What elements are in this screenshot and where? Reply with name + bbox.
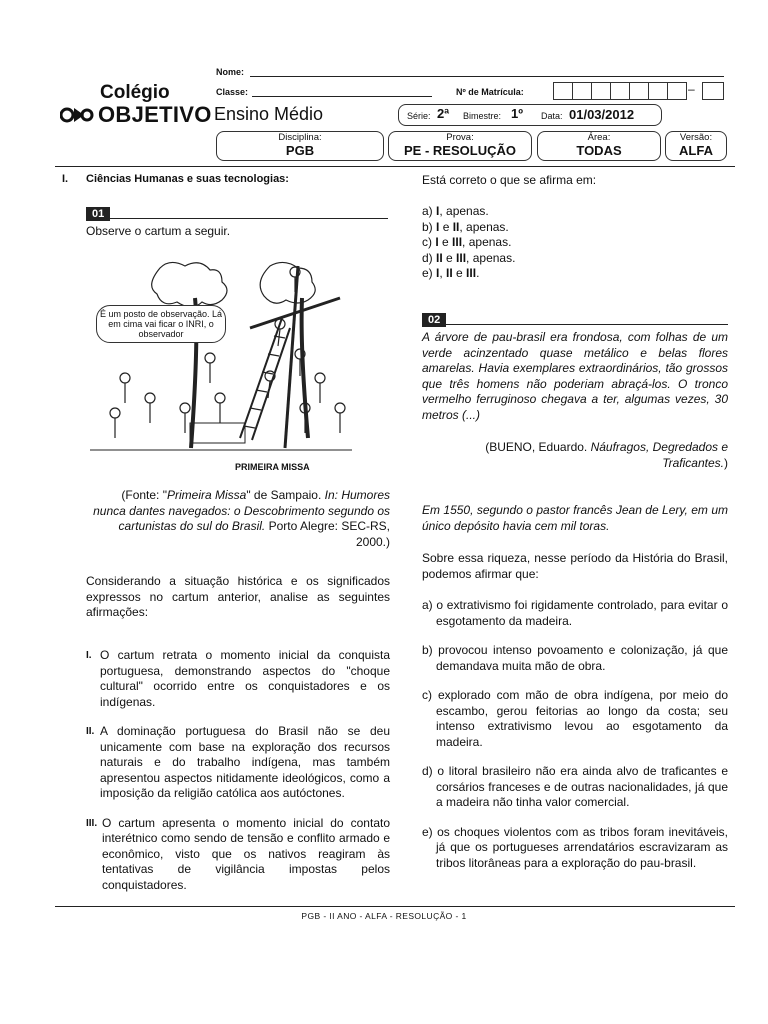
matricula-label: Nº de Matrícula: (456, 87, 524, 97)
q1-prompt: Considerando a situação histórica e os significados expressos no cartum anterior, analise as seguintes afirmações: (86, 574, 390, 619)
versao-box (665, 131, 727, 161)
option-b-rest: , apenas. (459, 219, 509, 234)
primeira-missa-cartoon-image (90, 258, 352, 458)
option-c-bold: I (435, 235, 439, 249)
statement-2-num: II. (86, 726, 95, 737)
versao-label: Versão: (679, 132, 713, 143)
statement-3-text: O cartum apresenta o momento inicial do contato interétnico como sendo de tensão e conflito armado e econômico, visto que os nativos reagiram às tentativas de vigilância impostas pelos conquistadores. (102, 815, 390, 892)
q1-source-1: (Fonte: " (121, 488, 167, 502)
statement-2-text: A dominação portuguesa do Brasil não se deu unicamente com base na exploração dos recursos naturais e do trabalho indígena, mas também apresentou aspectos nitidamente ideológicos, como a imposição da religião católica aos autóctones. (100, 724, 390, 800)
q1-option-d[interactable] (422, 251, 515, 267)
q2-options (422, 598, 728, 871)
classe-field[interactable] (252, 96, 432, 97)
option-d-mid: e (442, 250, 457, 265)
option-e-bold3: III (466, 266, 477, 280)
q2-quote: A árvore de pau-brasil era frondosa, com folhas de um verde acinzentado quase metálico e belas flores amarelas. Havia exemplares extraordinários, tão grossos que três homens não poderiam abraçá-los. O tronco vermelho ferruginoso chegava a ter, algumas vezes, 30 metros (...) (422, 330, 728, 422)
serie-info-box (398, 104, 662, 126)
q2-option-c[interactable]: c) explorado com mão de obra indígena, por meio do escambo, gerou feitorias ao longo da costa; seu intenso extrativismo levou ao esgotamento da madeira. (422, 688, 728, 749)
q2-quote-2: Em 1550, segundo o pastor francês Jean de Lery, em um único depósito havia cem mil toras. (422, 503, 728, 533)
option-b-mid: e (439, 219, 453, 234)
q1-intro: Observe o cartum a seguir. (86, 224, 231, 238)
statement-1-text: O cartum retrata o momento inicial da conquista portuguesa, demonstrando aspectos do "choque cultural" ocorrido entre os conquistadores e os indígenas. (100, 648, 390, 709)
option-c-letter: c) (422, 235, 432, 249)
q1-correct-prompt: Está correto o que se afirma em: (422, 173, 597, 187)
q1-statements (86, 648, 390, 893)
q1-option-b[interactable] (422, 220, 515, 236)
q2-option-d[interactable]: d) o litoral brasileiro não era ainda alvo de traficantes e corsários franceses e de outras nacionalidades, já que a madeira não tinha valor comercial. (422, 764, 728, 809)
q1-source (86, 488, 390, 550)
q2-ref-title: Náufragos, Degredados e Traficantes. (590, 440, 728, 470)
disciplina-value: PGB (285, 143, 315, 158)
q1-number: 01 (86, 207, 110, 221)
cartoon-caption: PRIMEIRA MISSA (235, 462, 310, 472)
statement-1-num: I. (86, 650, 92, 661)
logo (60, 102, 212, 128)
serie-label: Série: (407, 111, 431, 121)
area-box (537, 131, 661, 161)
q1-source-2: " de Sampaio. (246, 488, 325, 502)
option-b-bold: I (436, 219, 440, 234)
q1-header (86, 204, 388, 219)
option-c-rest: , apenas. (462, 235, 512, 249)
classe-label: Classe: (216, 87, 249, 97)
logo-main-text: OBJETIVO (98, 102, 212, 127)
area-label: Área: (587, 132, 611, 143)
q2-option-e[interactable]: e) os choques violentos com as tribos foram inevitáveis, já que os portugueses arrendatários escravizaram as tribos litorâneas para a exploração do pau-brasil. (422, 824, 728, 870)
q2-ref-end: ) (724, 455, 728, 470)
data-value: 01/03/2012 (569, 107, 635, 122)
option-e-mid: , (439, 266, 447, 280)
option-e-rest: . (476, 266, 480, 280)
area-value: TODAS (576, 143, 622, 158)
q1-source-title: Primeira Missa (166, 488, 247, 502)
q1-options (422, 204, 515, 282)
disciplina-label: Disciplina: (278, 132, 322, 143)
option-c-mid: e (438, 235, 453, 249)
data-label: Data: (541, 111, 563, 121)
objetivo-logo-icon (60, 104, 94, 126)
q2-option-b[interactable]: b) provocou intenso povoamento e colonização, já que demandava muita mão de obra. (422, 643, 728, 673)
q2-number: 02 (422, 313, 446, 327)
q1-source-3: Porto Alegre: SEC-RS, 2000.) (265, 519, 390, 549)
q2-header (422, 310, 728, 325)
option-d-letter: d) (422, 250, 433, 265)
option-a-letter: a) (422, 204, 433, 218)
option-a-bold: I (436, 204, 440, 218)
cartoon-speech-bubble: É um posto de observação. Lá em cima vai ficar o INRI, o observador (96, 305, 226, 343)
section-title: Ciências Humanas e suas tecnologias: (86, 173, 289, 185)
footer-divider (55, 906, 735, 907)
matricula-digit-box[interactable] (702, 82, 724, 100)
q1-option-a[interactable] (422, 204, 515, 220)
ensino-title: Ensino Médio (214, 104, 324, 124)
q1-source-in: In: Humores nunca dantes navegados: o Descobrimento segundo os cartunistas do sul do Brasil. (93, 488, 390, 533)
option-b-bold2: II (452, 219, 460, 234)
bimestre-label: Bimestre: (463, 111, 502, 121)
header-divider (55, 166, 735, 167)
option-e-bold: I (436, 266, 440, 280)
serie-value: 2ª (437, 106, 450, 121)
statement-1 (86, 648, 390, 710)
statement-3-num: III. (86, 817, 98, 829)
prova-box (388, 131, 532, 161)
q1-option-c[interactable] (422, 235, 515, 251)
matricula-dash: – (688, 82, 695, 96)
footer-text: PGB - II ANO - ALFA - RESOLUÇÃO - 1 (301, 911, 467, 921)
statement-2 (86, 724, 390, 802)
bimestre-value: 1º (511, 106, 523, 121)
q1-option-e[interactable] (422, 266, 515, 282)
q2-option-a[interactable]: a) o extrativismo foi rigidamente controlado, para evitar o esgotamento da madeira. (422, 598, 728, 628)
prova-value: PE - RESOLUÇÃO (404, 143, 516, 158)
option-d-bold2: III (456, 250, 467, 265)
option-d-bold: II (436, 250, 443, 265)
q2-reference (440, 440, 728, 471)
nome-field[interactable] (250, 76, 724, 77)
prova-label: Prova: (446, 132, 474, 143)
option-b-letter: b) (422, 219, 433, 234)
logo-top-text: Colégio (100, 82, 170, 103)
option-e-mid2: e (452, 266, 467, 280)
versao-value: ALFA (679, 143, 713, 158)
disciplina-box (216, 131, 384, 161)
nome-label: Nome: (216, 67, 245, 77)
statement-3 (86, 816, 390, 894)
option-e-letter: e) (422, 266, 433, 280)
option-e-bold2: II (446, 266, 453, 280)
option-d-rest: , apenas. (466, 250, 516, 265)
matricula-boxes[interactable] (553, 82, 687, 100)
option-a-rest: , apenas. (439, 204, 489, 218)
section-number: I. (62, 173, 69, 185)
q2-prompt: Sobre essa riqueza, nesse período da História do Brasil, podemos afirmar que: (422, 551, 728, 581)
option-c-bold2: III (452, 235, 463, 249)
q2-ref-author: (BUENO, Eduardo. (485, 440, 591, 454)
